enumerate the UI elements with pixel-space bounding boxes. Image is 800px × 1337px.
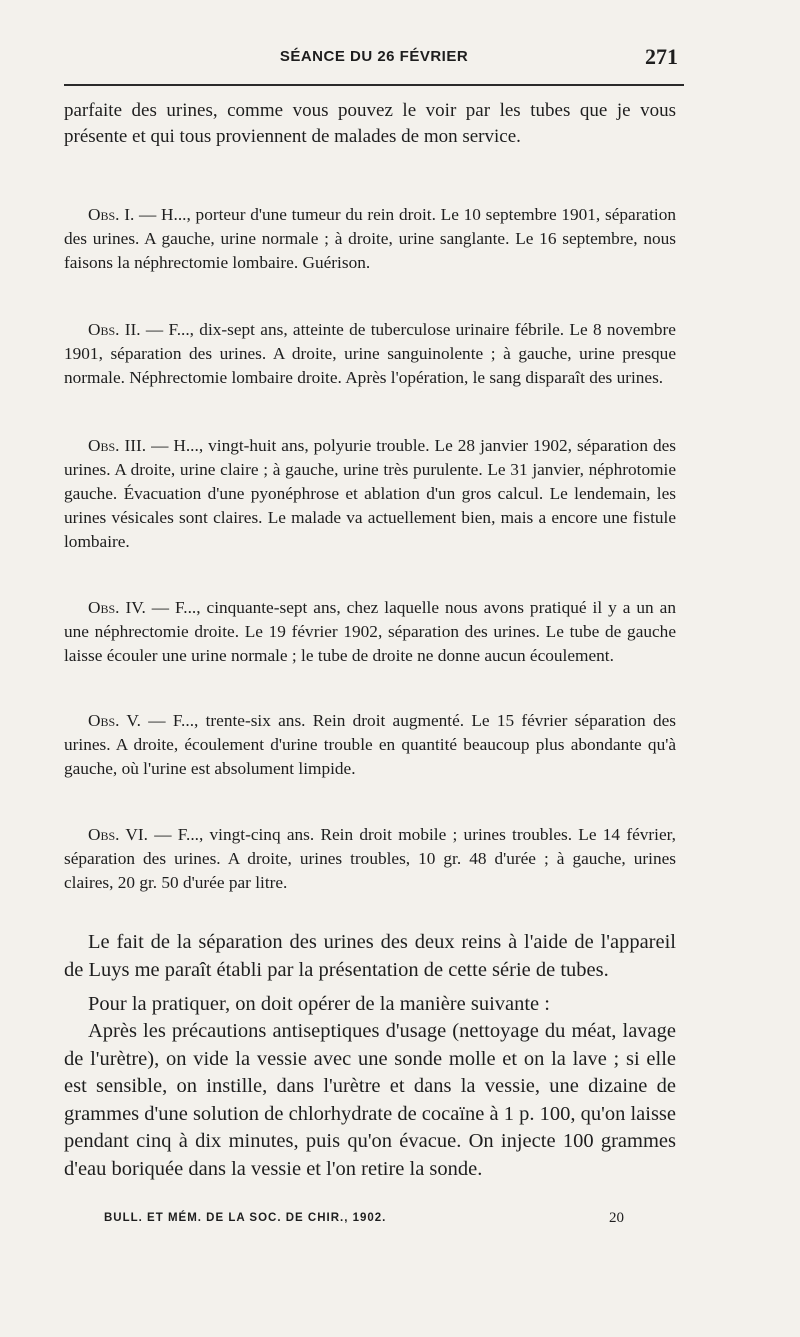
body-paragraph-2: Pour la pratiquer, on doit opérer de la manière suivante :	[88, 993, 550, 1015]
observation-4	[64, 596, 676, 668]
observation-label: Obs. IV.	[88, 598, 146, 617]
observation-label: Obs. V.	[88, 711, 142, 730]
observation-text: — F..., dix-sept ans, atteinte de tuberculose urinaire fébrile. Le 8 novembre 1901, séparation des urines. A droite, urine sanguinolente ; à gauche, urine presque normale. Néphrectomie lombaire droite. Après l'opération, le sang disparaît des urines.	[64, 320, 676, 387]
observation-label: Obs. II.	[88, 320, 141, 339]
observation-text: — F..., trente-six ans. Rein droit augmenté. Le 15 février séparation des urines. A droite, écoulement d'urine trouble en quantité beaucoup plus abondante qu'à gauche, où l'urine est absolument limpide.	[64, 711, 676, 778]
footer-signature: BULL. ET MÉM. DE LA SOC. DE CHIR., 1902.	[104, 1212, 387, 1224]
footer	[104, 1212, 624, 1232]
observation-3	[64, 434, 676, 554]
running-head	[64, 44, 684, 74]
observation-label: Obs. I.	[88, 205, 135, 224]
observation-label: Obs. III.	[88, 436, 147, 455]
running-title: SÉANCE DU 26 FÉVRIER	[279, 48, 469, 65]
observation-5	[64, 709, 676, 781]
page-number: 271	[645, 44, 678, 69]
observation-1	[64, 203, 676, 275]
sheet-number: 20	[609, 1210, 624, 1226]
intro-paragraph: parfaite des urines, comme vous pouvez le voir par les tubes que je vous présente et qui tous proviennent de malades de mon service.	[64, 100, 676, 147]
observation-6	[64, 823, 676, 895]
observation-text: — F..., cinquante-sept ans, chez laquelle nous avons pratiqué il y a un an une néphrectomie droite. Le 19 février 1902, séparation des urines. Le tube de gauche laisse écouler une urine normale ; le tube de droite ne donne aucun écoulement.	[64, 598, 676, 665]
observation-2	[64, 318, 676, 390]
observation-text: — F..., vingt-cinq ans. Rein droit mobile ; urines troubles. Le 14 février, séparation des urines. A droite, urines troubles, 10 gr. 48 d'urée ; à gauche, urines claires, 20 gr. 50 d'urée par litre.	[64, 825, 676, 892]
observation-text: — H..., vingt-huit ans, polyurie trouble. Le 28 janvier 1902, séparation des urines. A droite, urine claire ; à gauche, urine très purulente. Le 31 janvier, néphrotomie gauche. Évacuation d'une pyonéphrose et ablation d'un gros calcul. Le lendemain, les urines vésicales sont claires. Le malade va actuellement bien, mais a encore une fistule lombaire.	[64, 436, 676, 551]
body-paragraph-1: Le fait de la séparation des urines des deux reins à l'aide de l'appareil de Luys me paraît établi par la présentation de cette série de tubes.	[64, 931, 676, 981]
body-paragraph-3: Après les précautions antiseptiques d'usage (nettoyage du méat, lavage de l'urètre), on vide la vessie avec une sonde molle et on la lave ; si elle est sensible, on instille, dans l'urètre et dans la vessie, une dizaine de grammes d'une solution de chlorhydrate de cocaïne à 1 p. 100, qu'on laisse pendant cinq à dix minutes, puis qu'on évacue. On injecte 100 grammes d'eau boriquée dans la vessie et l'on retire la sonde.	[64, 1020, 676, 1180]
observation-label: Obs. VI.	[88, 825, 148, 844]
observation-text: — H..., porteur d'une tumeur du rein droit. Le 10 septembre 1901, séparation des urines. A gauche, urine normale ; à droite, urine sanglante. Le 16 septembre, nous faisons la néphrectomie lombaire. Guérison.	[64, 205, 677, 272]
header-rule	[64, 84, 684, 86]
